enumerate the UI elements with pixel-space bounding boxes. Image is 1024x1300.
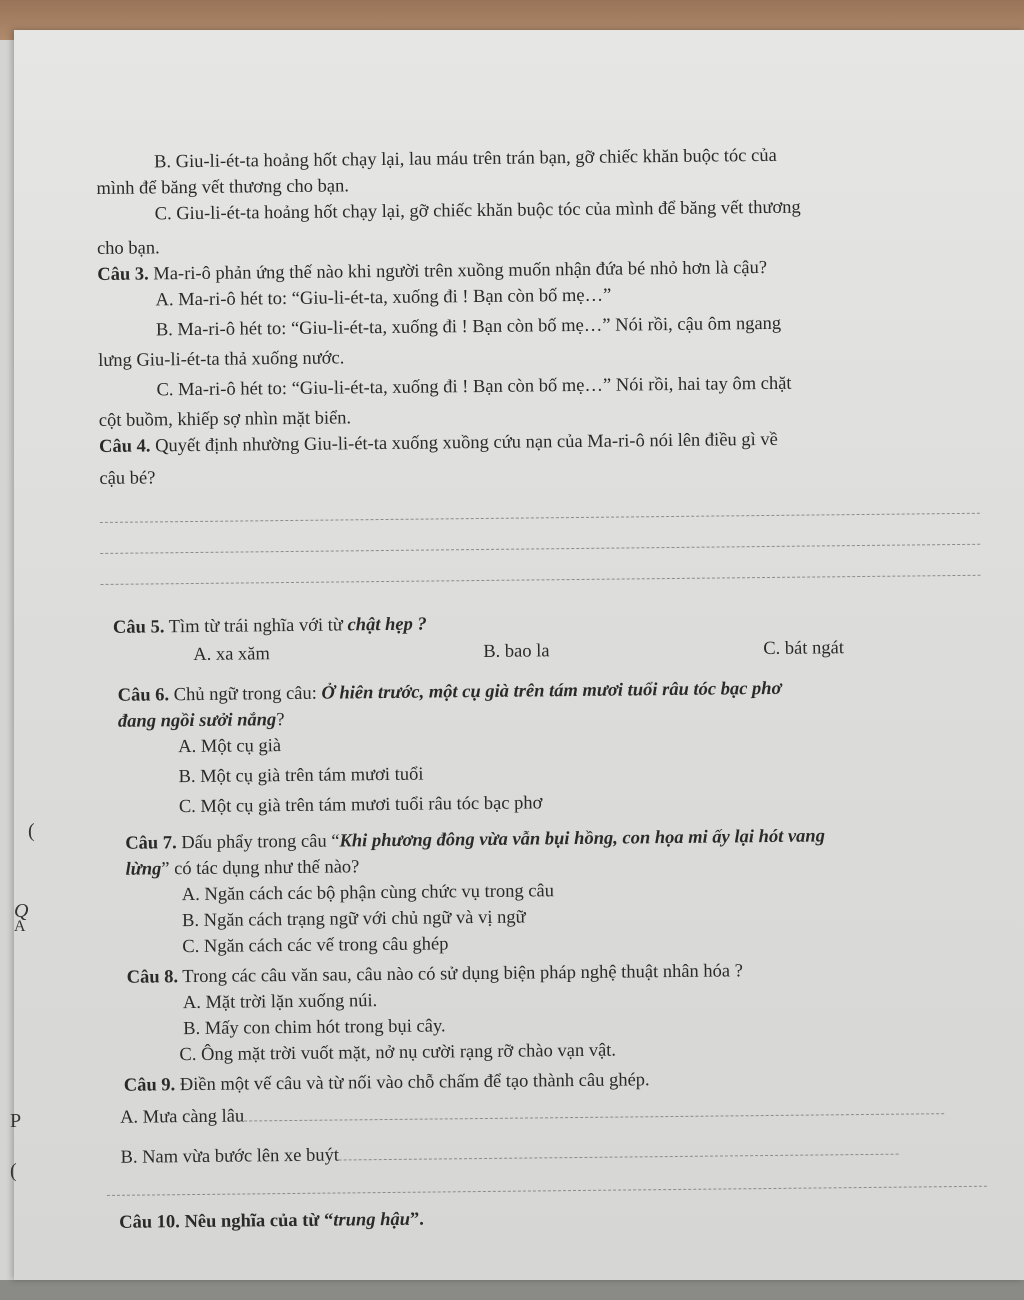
exam-content [96,141,1007,1236]
q9-text: Điền một vế câu và từ nối vào chỗ chấm để tạo thành câu ghép. [175,1070,650,1096]
q3-option-c-line2: cột buồm, khiếp sợ nhìn mặt biển. [98,408,352,431]
margin-mark: A [14,918,26,935]
q6-qmark: ? [276,710,285,731]
q10-label: Câu 10. [119,1212,180,1233]
q6-option-a: A. Một cụ già [178,736,282,758]
q7-option-a: A. Ngăn cách các bộ phận cùng chức vụ trong câu [181,881,555,906]
q2-option-c-line2: cho bạn. [96,238,160,259]
q4-label: Câu 4. [99,436,151,457]
q8-option-b: B. Mấy con chim hót trong bụi cây. [183,1016,446,1040]
q7-sentence-part1: Khi phương đông vừa vẫn bụi hồng, con họa mi ấy lại hót vang [339,826,826,852]
q5-option-a: A. xa xăm [193,644,270,666]
q9-option-a [106,1096,1006,1131]
q5-text: Tìm từ trái nghĩa với từ [164,615,348,638]
q7-label: Câu 7. [125,833,177,854]
q3-text: Ma-ri-ô phản ứng thế nào khi người trên xuồng muốn nhận đứa bé nhỏ hơn là cậu? [148,257,768,285]
q2-option-c-line1: C. Giu-li-ét-ta hoảng hốt chạy lại, gỡ chiếc khăn buộc tóc của mình để băng vết thương [154,197,801,225]
margin-mark: Q [14,900,29,922]
q9-label: Câu 9. [123,1075,176,1096]
q7-option-c: C. Ngăn cách các vế trong câu ghép [182,934,449,958]
q7-sentence-part2: lừng [125,859,162,880]
q6-option-b: B. Một cụ già trên tám mươi tuổi [178,764,424,788]
q3-option-a: A. Ma-ri-ô hét to: “Giu-li-ét-ta, xuống đi ! Bạn còn bố mẹ…” [155,285,612,311]
q6-text: Chủ ngữ trong câu: [169,683,322,706]
q3-option-b-line2: lưng Giu-li-ét-ta thả xuống nước. [98,348,345,371]
q7-text: Dấu phẩy trong câu “ [176,831,340,854]
q8-label: Câu 8. [126,967,179,988]
q9-option-a-text: A. Mưa càng lâu [120,1106,245,1128]
q3-option-b-line1: B. Ma-ri-ô hét to: “Giu-li-ét-ta, xuống đi ! Bạn còn bố mẹ…” Nói rồi, cậu ôm ngang [155,313,782,341]
q2-option-b-line1: B. Giu-li-ét-ta hoảng hốt chạy lại, lau máu trên trán bạn, gỡ chiếc khăn buộc tóc của [154,145,777,173]
margin-mark: ( [28,820,35,842]
margin-marks [10,820,54,1300]
q9-option-b-blank[interactable] [339,1154,899,1161]
q6-sentence-part1: Ở hiên trước, một cụ già trên tám mươi tuổi râu tóc bạc phơ [321,678,782,704]
q4-question-line2: cậu bé? [99,468,156,489]
q8-text: Trong các câu văn sau, câu nào có sử dụng biện pháp nghệ thuật nhân hóa ? [177,961,744,988]
q4-answer-lines [100,483,1001,585]
q3-option-c-line1: C. Ma-ri-ô hét to: “Giu-li-ét-ta, xuống đi ! Bạn còn bố mẹ…” Nói rồi, hai tay ôm chặt [156,373,792,401]
q7-tail: ” có tác dụng như thế nào? [161,857,360,880]
q6-sentence-part2: đang ngồi sưởi nắng [117,710,277,732]
q3-label: Câu 3. [97,264,149,285]
q5-label: Câu 5. [112,617,165,638]
q4-text: Quyết định nhường Giu-li-ét-ta xuống xuồng cứu nạn của Ma-ri-ô nói lên điều gì về [150,429,778,457]
q6-option-c: C. Một cụ già trên tám mươi tuổi râu tóc bạc phơ [178,793,543,818]
margin-mark: ( [10,1160,17,1182]
q10-tail: ”. [409,1209,424,1230]
q9-question [106,1064,1006,1099]
q8-option-c: C. Ông mặt trời vuốt mặt, nở nụ cười rạng rỡ chào vạn vật. [179,1040,617,1066]
q6-label: Câu 6. [117,685,170,706]
q9-option-b-text: B. Nam vừa bước lên xe buýt [120,1145,340,1168]
q5-term: chật hẹp ? [347,614,427,636]
q10-text: Nêu nghĩa của từ “ [179,1210,334,1233]
q2-option-b-line2: mình để băng vết thương cho bạn. [96,176,350,199]
q7-option-b: B. Ngăn cách trạng ngữ với chủ ngữ và vị ngữ [181,907,526,932]
q5-option-c: C. bát ngát [763,638,845,660]
q8-option-a: A. Mặt trời lặn xuống núi. [182,991,378,1014]
q9-option-a-blank[interactable] [244,1113,944,1121]
q5-option-b: B. bao la [483,641,550,662]
margin-mark: P [10,1110,22,1132]
q10-term: trung hậu [333,1209,411,1231]
